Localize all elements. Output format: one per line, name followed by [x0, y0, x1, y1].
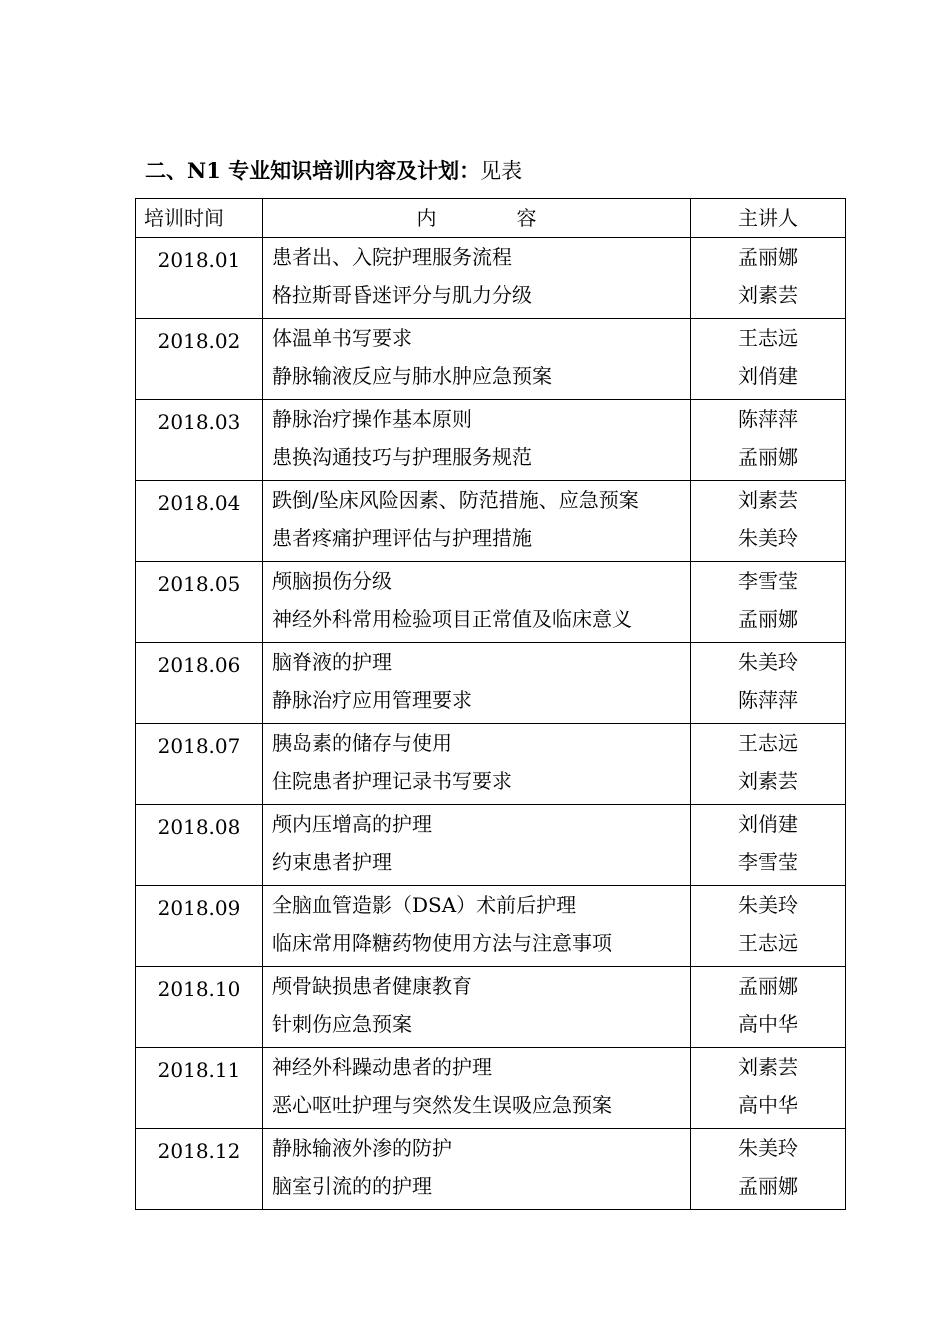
- header-training-time: 培训时间: [136, 199, 263, 238]
- training-topic: 约束患者护理: [272, 850, 392, 874]
- training-time-cell: 2018.12: [136, 1129, 263, 1210]
- training-topic: 患者出、入院护理服务流程: [272, 245, 512, 269]
- speaker-cell: [691, 238, 846, 319]
- table-row: [136, 238, 846, 319]
- speaker-cell: [691, 1048, 846, 1129]
- training-topic: 颅脑损伤分级: [272, 569, 392, 593]
- training-topic: 患换沟通技巧与护理服务规范: [272, 445, 532, 469]
- training-topic: 脑脊液的护理: [272, 650, 392, 674]
- speaker-name: 刘俏建: [738, 812, 798, 836]
- training-topic: 静脉输液外渗的防护: [272, 1136, 452, 1160]
- speaker-name: 王志远: [738, 731, 798, 755]
- header-speaker: 主讲人: [691, 199, 846, 238]
- training-topic: 患者疼痛护理评估与护理措施: [272, 526, 532, 550]
- training-topic: 脑室引流的的护理: [272, 1174, 432, 1198]
- header-content: 内容: [263, 199, 691, 238]
- training-topic: 神经外科躁动患者的护理: [272, 1055, 492, 1079]
- training-topic: 格拉斯哥昏迷评分与肌力分级: [272, 283, 532, 307]
- training-topic: 静脉输液反应与肺水肿应急预案: [272, 364, 552, 388]
- speaker-cell: [691, 1129, 846, 1210]
- table-row: [136, 967, 846, 1048]
- training-topic: 体温单书写要求: [272, 326, 412, 350]
- speaker-cell: [691, 967, 846, 1048]
- content-cell: [263, 967, 691, 1048]
- training-topic: 神经外科常用检验项目正常值及临床意义: [272, 607, 632, 631]
- table-row: [136, 805, 846, 886]
- training-topic: 跌倒/坠床风险因素、防范措施、应急预案: [272, 488, 639, 512]
- training-time-cell: 2018.08: [136, 805, 263, 886]
- table-row: [136, 724, 846, 805]
- training-topic: 静脉治疗应用管理要求: [272, 688, 472, 712]
- table-row: [136, 886, 846, 967]
- speaker-name: 朱美玲: [738, 526, 798, 550]
- speaker-name: 朱美玲: [738, 650, 798, 674]
- table-row: [136, 562, 846, 643]
- training-topic: 胰岛素的储存与使用: [272, 731, 452, 755]
- speaker-name: 王志远: [738, 931, 798, 955]
- content-cell: [263, 238, 691, 319]
- training-time-cell: 2018.09: [136, 886, 263, 967]
- speaker-name: 刘俏建: [738, 364, 798, 388]
- training-time-cell: 2018.11: [136, 1048, 263, 1129]
- table-row: [136, 643, 846, 724]
- speaker-name: 孟丽娜: [738, 607, 798, 631]
- content-cell: [263, 319, 691, 400]
- content-cell: [263, 400, 691, 481]
- speaker-cell: [691, 886, 846, 967]
- content-cell: [263, 1048, 691, 1129]
- speaker-name: 孟丽娜: [738, 245, 798, 269]
- content-cell: [263, 886, 691, 967]
- training-time-cell: 2018.02: [136, 319, 263, 400]
- training-time-cell: 2018.03: [136, 400, 263, 481]
- section-heading: [145, 157, 522, 185]
- training-time-cell: 2018.06: [136, 643, 263, 724]
- training-topic: 恶心呕吐护理与突然发生误吸应急预案: [272, 1093, 612, 1117]
- speaker-name: 高中华: [738, 1012, 798, 1036]
- content-cell: [263, 805, 691, 886]
- training-time-cell: 2018.04: [136, 481, 263, 562]
- content-cell: [263, 562, 691, 643]
- training-topic: 静脉治疗操作基本原则: [272, 407, 472, 431]
- section-heading-title: 二、N1 专业知识培训内容及计划：: [145, 158, 481, 183]
- speaker-name: 李雪莹: [738, 850, 798, 874]
- training-topic: 住院患者护理记录书写要求: [272, 769, 512, 793]
- training-topic: 颅骨缺损患者健康教育: [272, 974, 472, 998]
- training-time-cell: 2018.10: [136, 967, 263, 1048]
- speaker-cell: [691, 724, 846, 805]
- training-topic: 针刺伤应急预案: [272, 1012, 412, 1036]
- training-time-cell: 2018.01: [136, 238, 263, 319]
- speaker-name: 陈萍萍: [738, 688, 798, 712]
- speaker-cell: [691, 400, 846, 481]
- speaker-name: 高中华: [738, 1093, 798, 1117]
- speaker-name: 刘素芸: [738, 1055, 798, 1079]
- table-row: [136, 400, 846, 481]
- content-cell: [263, 1129, 691, 1210]
- section-heading-note: 见表: [480, 159, 523, 183]
- speaker-cell: [691, 643, 846, 724]
- speaker-name: 朱美玲: [738, 893, 798, 917]
- table-header-row: [136, 199, 846, 238]
- speaker-name: 刘素芸: [738, 283, 798, 307]
- speaker-name: 孟丽娜: [738, 1174, 798, 1198]
- training-topic: 颅内压增高的护理: [272, 812, 432, 836]
- speaker-name: 王志远: [738, 326, 798, 350]
- speaker-name: 李雪莹: [738, 569, 798, 593]
- speaker-cell: [691, 562, 846, 643]
- speaker-cell: [691, 481, 846, 562]
- speaker-name: 孟丽娜: [738, 445, 798, 469]
- speaker-name: 刘素芸: [738, 488, 798, 512]
- training-topic: 全脑血管造影（DSA）术前后护理: [272, 893, 577, 917]
- table-row: [136, 1048, 846, 1129]
- speaker-name: 陈萍萍: [738, 407, 798, 431]
- content-cell: [263, 481, 691, 562]
- training-time-cell: 2018.05: [136, 562, 263, 643]
- table-row: [136, 319, 846, 400]
- training-time-cell: 2018.07: [136, 724, 263, 805]
- speaker-cell: [691, 805, 846, 886]
- speaker-cell: [691, 319, 846, 400]
- training-plan-table: [135, 198, 846, 1210]
- table-row: [136, 481, 846, 562]
- speaker-name: 孟丽娜: [738, 974, 798, 998]
- table-row: [136, 1129, 846, 1210]
- content-cell: [263, 643, 691, 724]
- training-topic: 临床常用降糖药物使用方法与注意事项: [272, 931, 612, 955]
- content-cell: [263, 724, 691, 805]
- speaker-name: 朱美玲: [738, 1136, 798, 1160]
- speaker-name: 刘素芸: [738, 769, 798, 793]
